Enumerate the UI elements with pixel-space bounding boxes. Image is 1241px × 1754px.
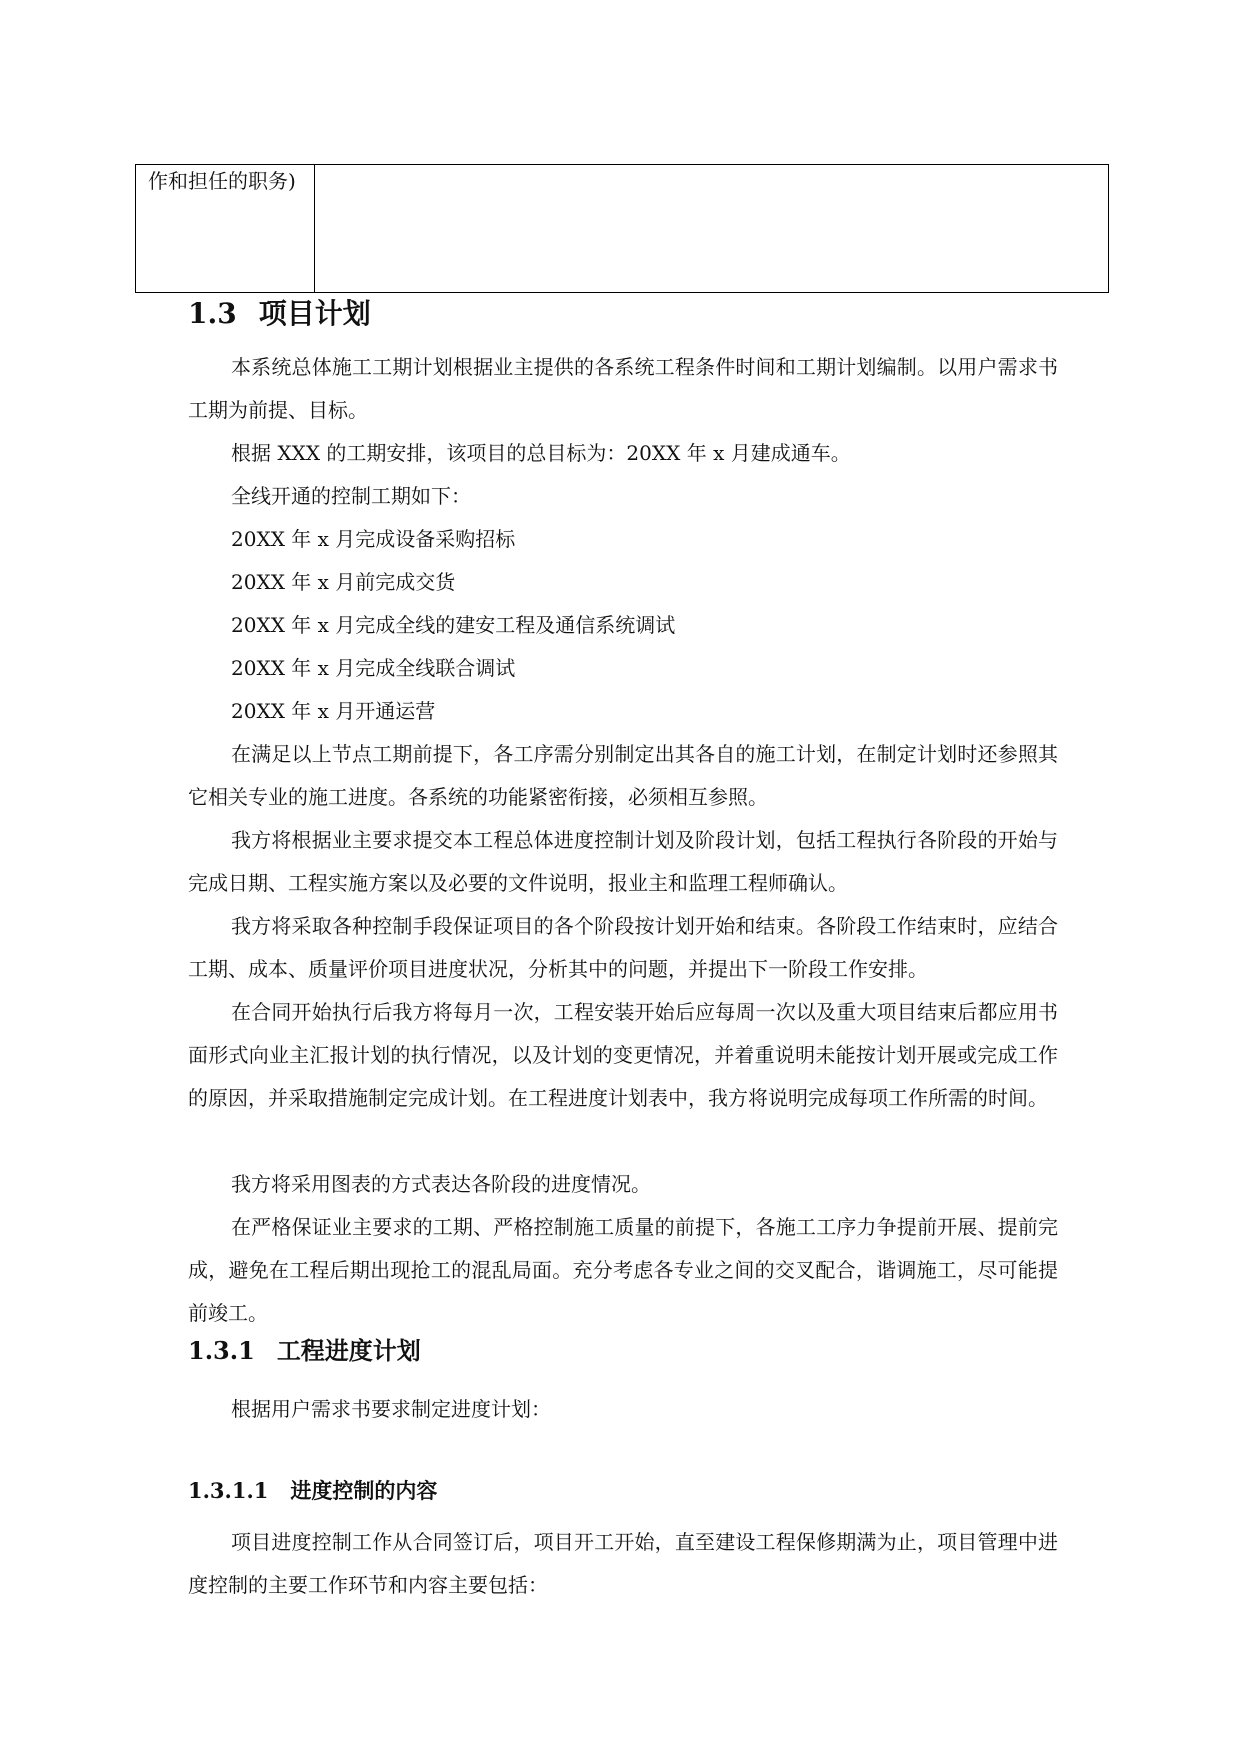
paragraph: 根据 XXX 的工期安排，该项目的总目标为：20XX 年 x 月建成通车。 bbox=[231, 441, 851, 465]
table-row bbox=[136, 165, 1109, 293]
paragraph: 20XX 年 x 月开通运营 bbox=[231, 699, 436, 723]
paragraph: 本系统总体施工工期计划根据业主提供的各系统工程条件时间和工期计划编制。以用户需求书工期为前提、目标。 bbox=[188, 355, 1058, 422]
paragraph: 项目进度控制工作从合同签订后，项目开工开始，直至建设工程保修期满为止，项目管理中进度控制的主要工作环节和内容主要包括： bbox=[188, 1530, 1058, 1597]
table-cell-label: 作和担任的职务) bbox=[136, 165, 315, 293]
paragraph: 20XX 年 x 月完成全线的建安工程及通信系统调试 bbox=[231, 613, 676, 637]
table-cell-value bbox=[315, 165, 1109, 293]
section-heading-1-3-1 bbox=[188, 1333, 421, 1369]
section-number: 1.3 bbox=[188, 297, 237, 330]
paragraph: 20XX 年 x 月前完成交货 bbox=[231, 570, 456, 594]
section-title: 工程进度计划 bbox=[276, 1336, 421, 1365]
paragraph: 在严格保证业主要求的工期、严格控制施工质量的前提下，各施工工序力争提前开展、提前完成，避免在工程后期出现抢工的混乱局面。充分考虑各专业之间的交叉配合，谐调施工，尽可能提前竣工。 bbox=[188, 1215, 1058, 1325]
info-table bbox=[135, 164, 1109, 293]
paragraph: 在合同开始执行后我方将每月一次，工程安装开始后应每周一次以及重大项目结束后都应用书面形式向业主汇报计划的执行情况，以及计划的变更情况，并着重说明未能按计划开展或完成工作的原因，并采取措施制定完成计划。在工程进度计划表中，我方将说明完成每项工作所需的时间。 bbox=[188, 1000, 1058, 1110]
paragraph: 根据用户需求书要求制定进度计划： bbox=[231, 1397, 551, 1421]
section-number: 1.3.1.1 bbox=[188, 1478, 269, 1503]
paragraph: 20XX 年 x 月完成设备采购招标 bbox=[231, 527, 516, 551]
section-number: 1.3.1 bbox=[188, 1336, 255, 1365]
section-heading-1-3 bbox=[188, 294, 371, 334]
section-title: 进度控制的内容 bbox=[290, 1478, 438, 1503]
section-heading-1-3-1-1 bbox=[188, 1475, 437, 1507]
paragraph: 我方将采取各种控制手段保证项目的各个阶段按计划开始和结束。各阶段工作结束时，应结合工期、成本、质量评价项目进度状况，分析其中的问题，并提出下一阶段工作安排。 bbox=[188, 914, 1058, 981]
section-title: 项目计划 bbox=[258, 297, 371, 330]
paragraph: 我方将根据业主要求提交本工程总体进度控制计划及阶段计划，包括工程执行各阶段的开始与完成日期、工程实施方案以及必要的文件说明，报业主和监理工程师确认。 bbox=[188, 828, 1058, 895]
paragraph: 在满足以上节点工期前提下，各工序需分别制定出其各自的施工计划，在制定计划时还参照其它相关专业的施工进度。各系统的功能紧密衔接，必须相互参照。 bbox=[188, 742, 1058, 809]
paragraph: 20XX 年 x 月完成全线联合调试 bbox=[231, 656, 516, 680]
paragraph: 全线开通的控制工期如下： bbox=[231, 484, 471, 508]
paragraph: 我方将采用图表的方式表达各阶段的进度情况。 bbox=[231, 1172, 651, 1196]
